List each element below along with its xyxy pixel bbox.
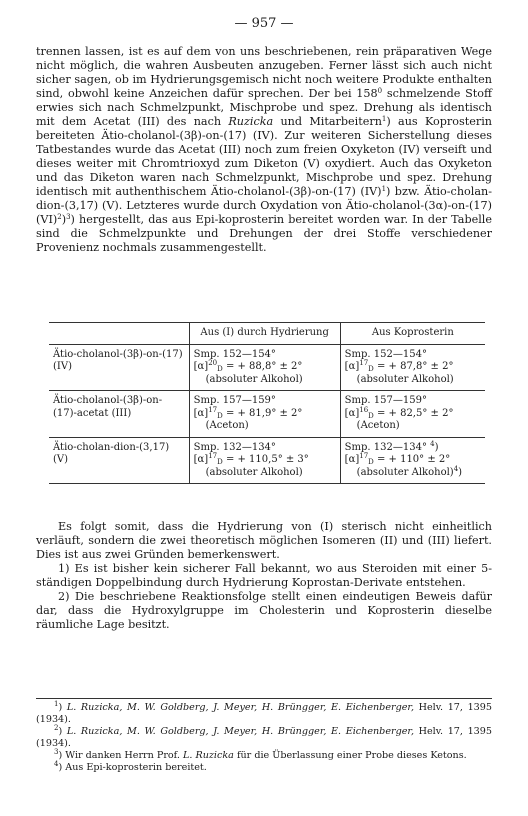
temperature: 17 (208, 452, 218, 460)
melting-point: Smp. 157—159° (344, 395, 427, 406)
temperature: 17 (359, 359, 369, 367)
footnote-mark: 3 (54, 748, 59, 756)
footnote-ref: 3 (66, 213, 71, 221)
alpha-symbol: [α] (193, 407, 209, 419)
rotation-number: = + 110° ± 2° (373, 454, 451, 465)
footnote-ref: 4 (453, 464, 459, 473)
table-row (49, 437, 485, 484)
table-header-row (49, 323, 485, 345)
compound-name: Ätio-cholan-dion-(3,17) (V) (49, 437, 189, 484)
alpha-symbol: [α] (344, 407, 360, 419)
footnote: $^1$) L. Ruzicka, M. W. Goldberg, J. Meyer, H. Brüngger, E. Eichenberger, Helv. 17, 1395 (1934). (36, 700, 492, 725)
footnote: $^2$) L. Ruzicka, M. W. Goldberg, J. Meyer, H. Brüngger, E. Eichenberger, Helv. 17, 1395 (1934). (36, 724, 492, 749)
comparison-table (49, 322, 485, 484)
table-header (49, 323, 189, 345)
rotation-number: = + 110,5° ± 3° (222, 454, 309, 465)
footnote-text: Wir danken Herrn Prof. (65, 750, 183, 761)
rotation-value (344, 405, 481, 421)
rotation-value (345, 454, 481, 467)
text-span: ) hergestellt, das aus Epi-koprosterin bereitet worden war. In der Tabelle sind die Schmelzpunkte und Drehungen der drei Stoffe verschiedener Provenienz nochmals zusammengestellt. (36, 213, 492, 254)
author-name: Ruzicka (228, 115, 274, 128)
compound-name: Ätio-cholanol-(3β)-on-(17) (IV) (49, 344, 189, 391)
table-row (49, 344, 485, 391)
footnote-authors: L. Ruzicka, M. W. Goldberg, J. Meyer, H. Brüngger, E. Eichenberger, (66, 702, 414, 713)
melting-point: Smp. 132—134° (193, 441, 276, 453)
text-span: trennen lassen, ist es auf dem von uns beschriebenen, rein präparativen Wege nicht möglich, die wahren Ausbeuten anzugeben. Ferner lässt sich auch nicht sicher sagen, ob im Hydrierungsgemisch nicht noch weitere Produkte enthalten sind, obwohl keine Anzeichen dafür sprechen. Der bei 158 (36, 45, 492, 100)
page-number: — 957 — (234, 16, 294, 31)
text-span: ) aus Koprosterin bereiteten Ätio-cholanol-(3β)-on-(17) (IV). Zur weiteren Sicherstellung dieses Tatbestandes wurde das Acetat (III) noch zum freien Oxyketon (IV) verseift und dieses weiter mit Chromtrioxyd zum Diketon (V) oxydiert. Auch das Oxyketon und das Diketon waren nach Schmelzpunkt, Mischprobe und spez. Drehung identisch mit authenthischem Ätio-cholanol-(3β)-on-(17) (IV) (36, 115, 492, 198)
solvent: (absoluter Alkohol) (205, 466, 303, 478)
d-line: D (368, 411, 374, 420)
rotation-number: = + 81,9° ± 2° (222, 407, 303, 419)
solvent: (Aceton) (205, 420, 249, 431)
rotation-number: = + 88,8° ± 2° (222, 361, 303, 372)
solvent: (absoluter Alkohol) (356, 373, 454, 385)
temperature: 20 (208, 359, 218, 367)
temperature: 16 (359, 405, 369, 414)
footnote-close: ) (434, 441, 439, 453)
footnote-authors: L. Ruzicka (183, 750, 234, 761)
rotation-number: = + 82,5° ± 2° (373, 407, 454, 419)
text-span: schmelzende Stoff erwies sich nach Schmelzpunkt, Mischprobe und spez. Drehung als identisch mit dem Acetat (III) des nach (36, 87, 492, 128)
d-line: D (368, 458, 374, 466)
alpha-symbol: [α] (193, 361, 209, 372)
alpha-symbol: [α] (344, 361, 360, 372)
footnote-ref: 1 (381, 185, 387, 193)
d-line: D (217, 411, 223, 420)
footnotes (36, 698, 492, 774)
d-line: D (368, 365, 374, 373)
rotation-number: = + 87,8° ± 2° (373, 361, 454, 372)
rotation-value (345, 361, 481, 374)
paragraph-point-2: 2) Die beschriebene Reaktionsfolge stellt einen eindeutigen Beweis dafür dar, dass die Hydroxylgruppe im Cholesterin und Koprosterin dieselbe räumliche Lage besitzt. (36, 590, 492, 631)
footnote-ref: 2 (57, 213, 62, 221)
footnote-ref: 1 (381, 115, 387, 123)
text-span: ) (61, 213, 67, 226)
alpha-symbol: [α] (193, 454, 209, 465)
footnote-text: für die Überlassung einer Probe dieses Ketons. (233, 750, 467, 761)
text-span: und Mitarbeitern (273, 115, 382, 128)
melting-point: Smp. 157—159° (193, 395, 276, 406)
temperature: 17 (359, 452, 369, 460)
footnote-text: Aus Epi-koprosterin bereitet. (65, 762, 207, 773)
footnote: $^4$) Aus Epi-koprosterin bereitet. (54, 760, 207, 773)
table-cell (340, 344, 485, 391)
degree-mark: 0 (377, 87, 383, 95)
solvent: (absoluter Alkohol) (205, 373, 303, 385)
footnote-mark: 4 (54, 760, 59, 768)
alpha-symbol: [α] (344, 454, 360, 465)
rotation-value (193, 405, 336, 421)
table-cell (189, 437, 340, 484)
text-span: ) bzw. Ätio-cholan-dion-(3,17) (V). Letzteres wurde durch Oxydation von Ätio-cholanol-(3α)-on-(17) (VI) (36, 185, 492, 226)
melting-point: Smp. 152—154° (344, 348, 427, 360)
footnote-text: Helv. 17, 1395 (1934). (36, 726, 492, 749)
paragraph-point-1: 1) Es ist bisher kein sicherer Fall bekannt, wo aus Steroiden mit einer 5-ständigen Doppelbindung durch Hydrierung Koprostan-Derivate entstehen. (36, 562, 492, 589)
d-line: D (217, 365, 223, 373)
table-header: Aus Koprosterin (340, 323, 485, 345)
temperature: 17 (208, 405, 218, 414)
footnote-mark: 2 (54, 724, 59, 732)
solvent-text: (absoluter Alkohol) (356, 466, 454, 478)
table-header: Aus (I) durch Hydrierung (189, 323, 340, 345)
footnote-authors: L. Ruzicka, M. W. Goldberg, J. Meyer, H. Brüngger, E. Eichenberger, (66, 726, 414, 737)
footnote-ref: 4 (430, 439, 435, 448)
footnote-text: Helv. 17, 1395 (1934). (36, 702, 492, 725)
table-cell (340, 437, 485, 484)
paragraph: Es folgt somit, dass die Hydrierung von (I) sterisch nicht einheitlich verläuft, sondern die zwei theoretisch möglichen Isomeren (II) und (III) liefert. Dies ist aus zwei Gründen bemerkenswert. (36, 520, 492, 561)
rotation-value (194, 361, 336, 374)
conclusion-section (36, 520, 492, 632)
compound-name: Ätio-cholanol-(3β)-on-(17)-acetat (III) (49, 391, 189, 438)
table-cell (340, 391, 485, 438)
paragraph-main (36, 45, 492, 255)
solvent: (Aceton) (356, 420, 400, 431)
rotation-value (194, 454, 336, 467)
footnote-mark: 1 (54, 700, 59, 708)
table-cell (189, 344, 340, 391)
footnote-close: ) (458, 466, 463, 478)
footnote: $^3$) Wir danken Herrn Prof. L. Ruzicka für die Überlassung einer Probe dieses Ketons. (54, 748, 467, 761)
melting-point: Smp. 152—154° (193, 348, 276, 360)
table-row (49, 391, 485, 438)
solvent (345, 464, 481, 480)
d-line: D (217, 458, 223, 466)
melting-point-text: Smp. 132—134° (344, 441, 431, 453)
table-cell (189, 391, 340, 438)
